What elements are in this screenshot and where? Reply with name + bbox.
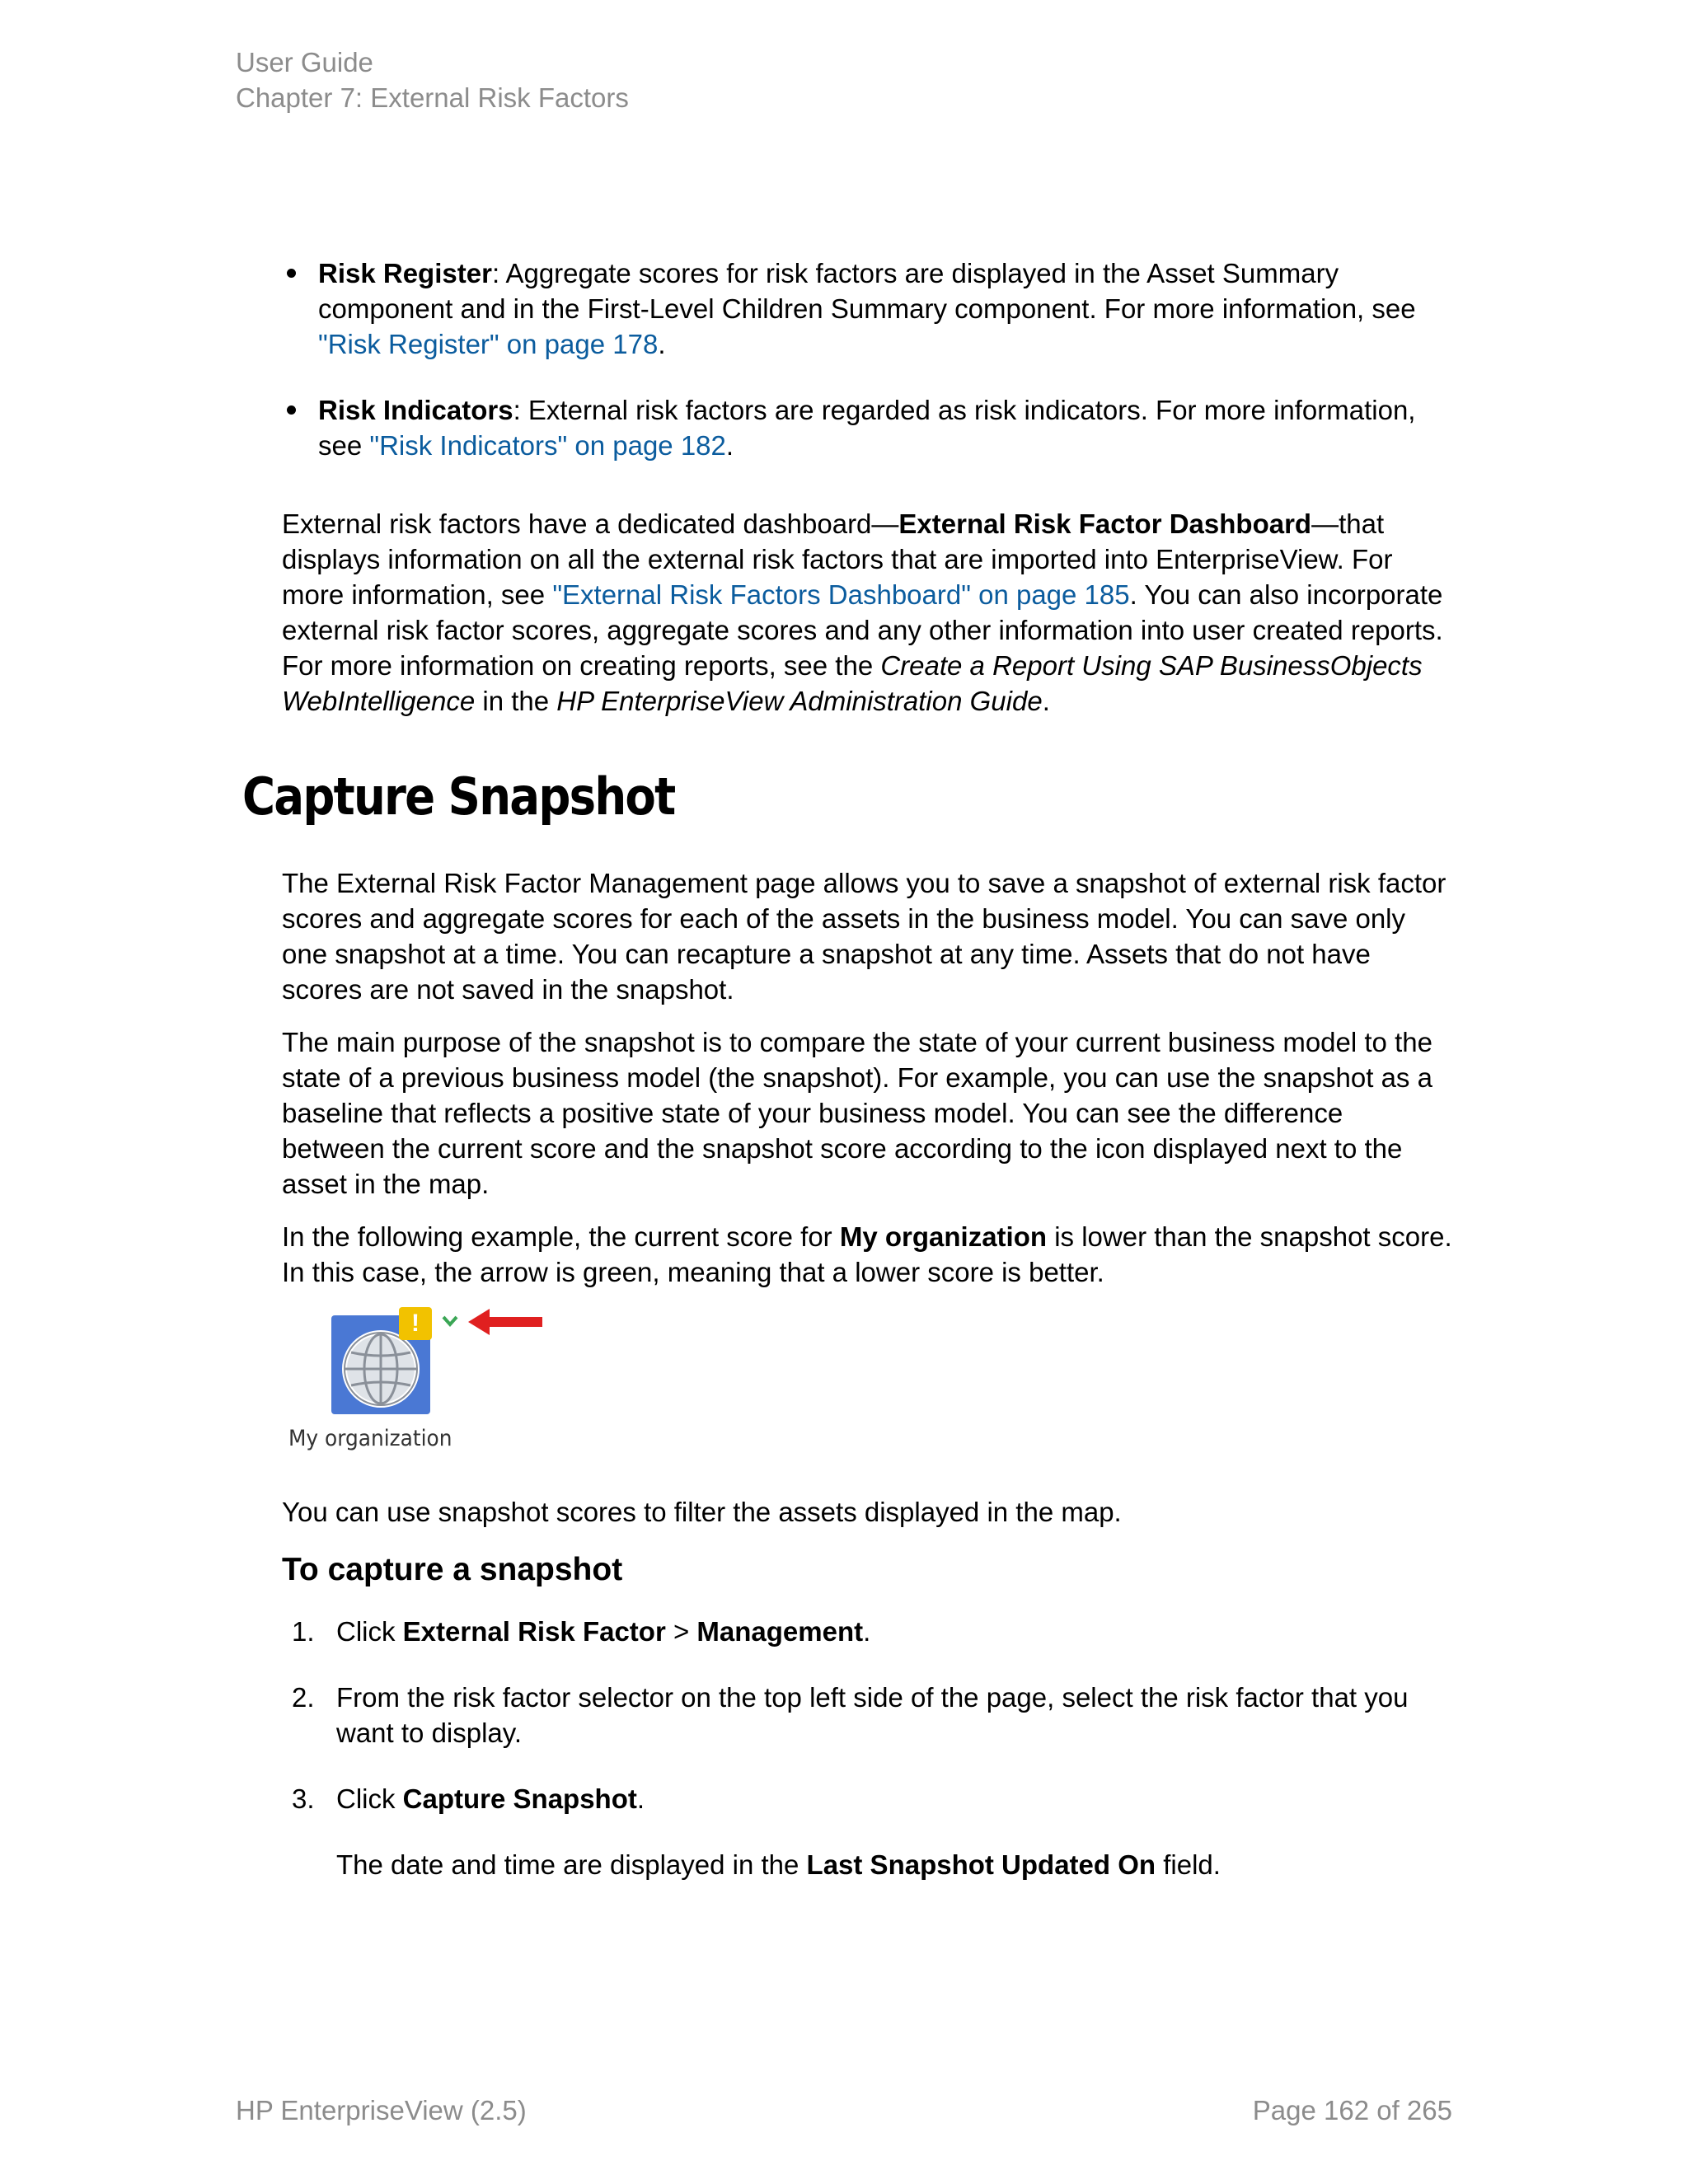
bullet-dot [287, 405, 296, 415]
asset-name: My organization [839, 1221, 1048, 1252]
snapshot-example-figure [288, 1307, 569, 1451]
paragraph-text: is lower than the snapshot score. In this case, the arrow is green, meaning that a lower score is better. [282, 1221, 1452, 1287]
step-item [282, 1614, 1452, 1649]
intro-text: in the [475, 686, 557, 716]
dashboard-link[interactable]: "External Risk Factors Dashboard" on page 185 [552, 579, 1130, 610]
guide-title: User Guide [236, 47, 373, 77]
risk-indicators-link[interactable]: "Risk Indicators" on page 182 [369, 430, 726, 461]
intro-text: —that displays information on all the external risk factors that are imported into EnterpriseView. For more information, see [282, 509, 1393, 610]
steps-list [282, 1614, 1452, 1882]
intro-text: . You can also incorporate external risk factor scores, aggregate scores and any other information into user created reports. For more information on creating reports, see the [282, 579, 1443, 681]
bullet-term: Risk Indicators [318, 395, 513, 425]
step-text: . [636, 1783, 645, 1814]
asset-label: My organization [288, 1426, 452, 1451]
paragraph: You can use snapshot scores to filter the assets displayed in the map. [282, 1497, 1122, 1527]
bullet-item [282, 392, 1452, 463]
menu-name: External Risk Factor [402, 1616, 666, 1647]
red-arrow-icon [468, 1305, 544, 1338]
intro-content [282, 255, 1452, 736]
step-text: > [665, 1616, 697, 1647]
bullet-text: : Aggregate scores for risk factors are displayed in the Asset Summary component and in the First-Level Children Summary component. For more information, see [318, 258, 1416, 324]
chapter-title: Chapter 7: External Risk Factors [236, 82, 629, 113]
intro-text: . [1042, 686, 1050, 716]
step-item [282, 1680, 1452, 1750]
bullet-end: . [725, 430, 734, 461]
risk-register-link[interactable]: "Risk Register" on page 178 [318, 329, 659, 359]
paragraph [282, 1219, 1452, 1290]
intro-paragraph [282, 506, 1452, 719]
trend-down-icon [440, 1310, 460, 1330]
intro-text: External risk factors have a dedicated dashboard— [282, 509, 899, 539]
section-title: Capture Snapshot [242, 766, 675, 827]
step-text: . [863, 1616, 871, 1647]
warning-icon: ! [399, 1307, 432, 1340]
dashboard-name: External Risk Factor Dashboard [898, 509, 1312, 539]
paragraph-text: In the following example, the current score for [282, 1221, 840, 1252]
bullet-item [282, 255, 1452, 362]
step-text: Click [336, 1783, 403, 1814]
footer-product: HP EnterpriseView (2.5) [236, 2095, 527, 2125]
report-guide-title: Create a Report Using SAP BusinessObjects WebIntelligence [282, 650, 1423, 716]
bullet-end: . [658, 329, 666, 359]
bullet-dot [287, 269, 296, 278]
field-name: Last Snapshot Updated On [806, 1849, 1156, 1880]
footer-page-number: Page 162 of 265 [1252, 2095, 1452, 2125]
step-note [336, 1847, 1452, 1882]
capture-snapshot-section [282, 865, 1452, 1913]
note-text: field. [1156, 1849, 1221, 1880]
globe-icon [340, 1328, 422, 1410]
admin-guide-title: HP EnterpriseView Administration Guide [556, 686, 1043, 716]
step-text: From the risk factor selector on the top left side of the page, select the risk factor that you want to display. [336, 1682, 1409, 1748]
step-number: 1. [292, 1616, 315, 1647]
step-number: 2. [292, 1682, 315, 1713]
bullet-text: : External risk factors are regarded as risk indicators. For more information, see [318, 395, 1416, 461]
menu-item-name: Management [696, 1616, 864, 1647]
bullet-list [282, 255, 1452, 463]
step-number: 3. [292, 1783, 315, 1814]
procedure-heading: To capture a snapshot [282, 1552, 623, 1587]
paragraph: The External Risk Factor Management page allows you to save a snapshot of external risk factor scores and aggregate scores for each of the assets in the business model. You can save only one snapshot at a time. You can recapture a snapshot at any time. Assets that do not have scores are not saved in the snapshot. [282, 868, 1447, 1005]
step-text: Click [336, 1616, 403, 1647]
page-header [236, 45, 629, 115]
paragraph: The main purpose of the snapshot is to compare the state of your current business model to the state of a previous business model (the snapshot). For example, you can use the snapshot as a baseline that reflects a positive state of your business model. You can see the difference between the current score and the snapshot score according to the icon displayed next to the asset in the map. [282, 1027, 1432, 1199]
step-item [282, 1781, 1452, 1882]
note-text: The date and time are displayed in the [336, 1849, 807, 1880]
button-name: Capture Snapshot [402, 1783, 637, 1814]
bullet-term: Risk Register [318, 258, 492, 288]
